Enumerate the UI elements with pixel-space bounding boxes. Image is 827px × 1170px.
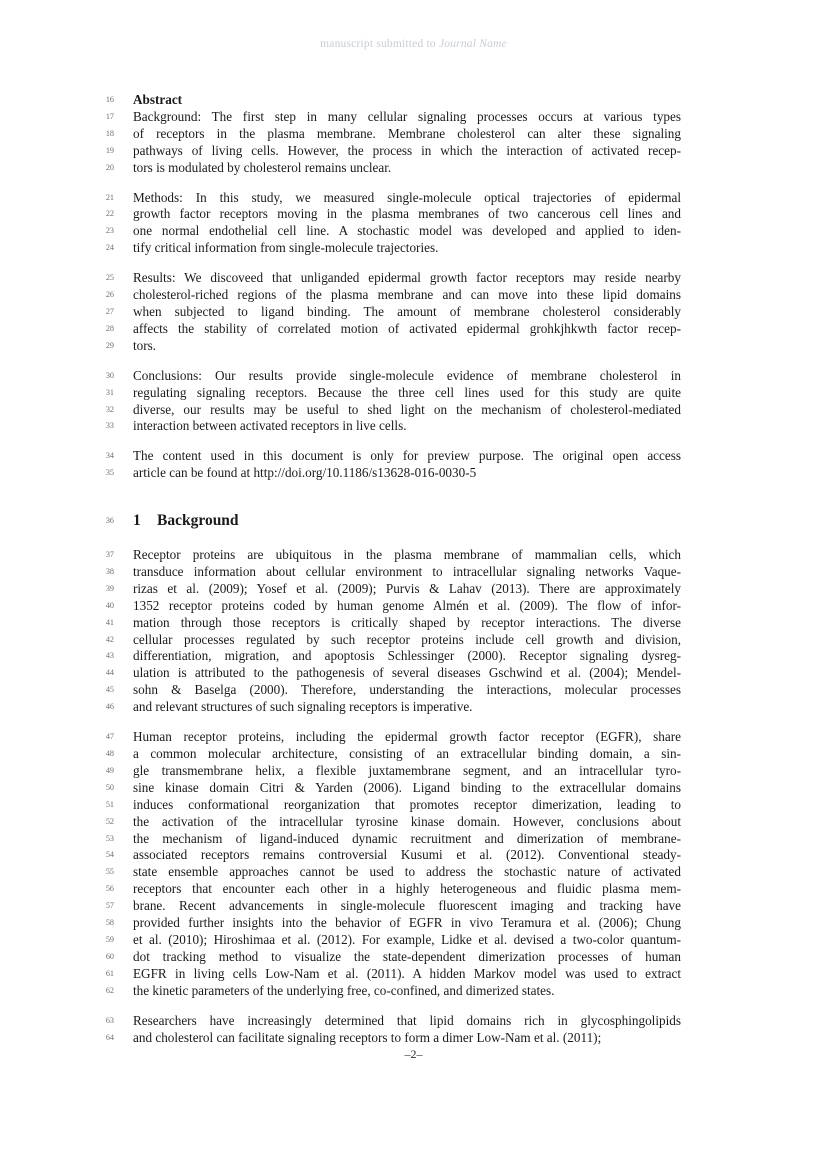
text-line: brane. Recent advancements in single-molecule fluorescent imaging and tracking have <box>133 898 681 914</box>
abstract-conclusions-block <box>133 368 681 436</box>
text-line: dot tracking method to visualize the state-dependent dimerization processes of human <box>133 948 681 964</box>
text-line: transduce information about cellular environment to intracellular signaling networks Vaque- <box>133 563 681 579</box>
line-number: 41 <box>105 617 114 627</box>
text-line: EGFR in living cells Low-Nam et al. (2011). A hidden Markov model was used to extract <box>133 965 681 981</box>
line-number: 60 <box>105 951 114 961</box>
text-line: of receptors in the plasma membrane. Membrane cholesterol can alter these signaling <box>133 125 681 141</box>
line-number: 40 <box>105 600 114 610</box>
line-number: 32 <box>105 404 114 414</box>
line-number: 59 <box>105 934 114 944</box>
abstract-results-block <box>133 270 681 355</box>
abstract-conclusions-paragraph <box>133 368 681 436</box>
text-line: 1352 receptor proteins coded by human genome Almén et al. (2009). The flow of infor- <box>133 597 681 613</box>
text-line: sine kinase domain Citri & Yarden (2006). Ligand binding to the extracellular domains <box>133 779 681 795</box>
line-number: 52 <box>105 816 114 826</box>
line-number: 43 <box>105 651 114 661</box>
text-line: cholesterol-riched regions of the plasma membrane and can move into these lipid domains <box>133 287 681 303</box>
line-number: 39 <box>105 583 114 593</box>
line-number: 49 <box>105 765 114 775</box>
text-line: Results: We discoveed that unliganded epidermal growth factor receptors may reside nearby <box>133 270 681 286</box>
line-number: 50 <box>105 782 114 792</box>
line-number: 47 <box>105 732 114 742</box>
line-number: 54 <box>105 850 114 860</box>
text-line: rizas et al. (2009); Yosef et al. (2009); Purvis & Lahav (2013). There are approximately <box>133 580 681 596</box>
page-content <box>133 92 681 1046</box>
line-number: 26 <box>105 290 114 300</box>
text-line: and relevant structures of such signaling receptors is imperative. <box>133 699 473 715</box>
line-number: 57 <box>105 901 114 911</box>
text-line: The content used in this document is only for preview purpose. The original open access <box>133 448 681 464</box>
abstract-heading: Abstract <box>133 92 183 107</box>
text-line: tify critical information from single-molecule trajectories. <box>133 240 439 256</box>
line-number: 25 <box>105 273 114 283</box>
section-number: 1 <box>133 512 141 530</box>
line-number: 16 <box>105 95 114 104</box>
text-line: Conclusions: Our results provide single-molecule evidence of membrane cholesterol in <box>133 367 681 383</box>
line-number: 37 <box>105 550 114 560</box>
line-number: 24 <box>105 243 114 253</box>
text-line: Background: The first step in many cellular signaling processes occurs at various types <box>133 108 681 124</box>
text-line: provided further insights into the behavior of EGFR in vivo Teramura et al. (2006); Chung <box>133 915 681 931</box>
text-line: sohn & Baselga (2000). Therefore, understanding the interactions, molecular processes <box>133 682 681 698</box>
line-number: 48 <box>105 749 114 758</box>
line-number: 45 <box>105 685 114 695</box>
line-number: 29 <box>105 340 114 350</box>
line-number: 19 <box>105 145 114 155</box>
line-number: 44 <box>105 668 114 678</box>
text-line: the kinetic parameters of the underlying free, co-confined, and dimerized states. <box>133 982 555 998</box>
text-line: mation through those receptors is critically shaped by receptor interactions. The diverse <box>133 614 681 630</box>
line-number: 64 <box>105 1032 114 1042</box>
line-number: 22 <box>105 209 114 219</box>
text-line: a common molecular architecture, consisting of an extracellular binding domain, a sin- <box>133 746 681 761</box>
section-title: Background <box>157 512 239 530</box>
text-line: state ensemble approaches cannot be used to address the stochastic nature of activated <box>133 864 681 880</box>
line-number: 27 <box>105 306 114 316</box>
text-line: the mechanism of ligand-induced dynamic recruitment and dimerization of membrane- <box>133 830 681 846</box>
text-line: cellular processes regulated by such receptor proteins include cell growth and division, <box>133 631 681 647</box>
text-line: pathways of living cells. However, the process in which the interaction of activated recep- <box>133 142 681 158</box>
line-number: 28 <box>105 323 114 333</box>
text-line: receptors that encounter each other in a highly heterogeneous and fluidic plasma mem- <box>133 881 681 897</box>
line-number: 42 <box>105 634 114 644</box>
line-number: 53 <box>105 833 114 843</box>
text-line: Receptor proteins are ubiquitous in the plasma membrane of mammalian cells, which <box>133 547 681 563</box>
line-number: 23 <box>105 226 114 236</box>
text-line: Methods: In this study, we measured single-molecule optical trajectories of epidermal <box>133 189 681 205</box>
text-line: ulation is attributed to the pathogenesis of several diseases Gschwind et al. (2004); Mendel- <box>133 665 681 681</box>
line-number: 21 <box>105 192 114 202</box>
preview-notice-paragraph <box>133 448 681 482</box>
running-header <box>0 38 827 50</box>
text-line: Human receptor proteins, including the epidermal growth factor receptor (EGFR), share <box>133 729 681 745</box>
text-line: growth factor receptors moving in the plasma membranes of two cancerous cell lines and <box>133 206 681 222</box>
text-line: article can be found at http://doi.org/10.1186/s13628-016-0030-5 <box>133 465 477 481</box>
text-line: regulating signaling receptors. Because the three cell lines used for this study are quite <box>133 384 681 400</box>
text-line: interaction between activated receptors in live cells. <box>133 418 407 434</box>
line-number: 20 <box>105 162 114 172</box>
text-line: differentiation, migration, and apoptosis Schlessinger (2000). Receptor signaling dysreg- <box>133 648 681 664</box>
line-number: 61 <box>105 968 114 978</box>
line-number: 34 <box>105 451 114 461</box>
preview-notice-block <box>133 448 681 482</box>
background-paragraph-3 <box>133 1013 681 1047</box>
line-number: 46 <box>105 702 114 712</box>
line-number: 56 <box>105 884 114 894</box>
text-line: gle transmembrane helix, a flexible juxtamembrane segment, and an intracellular tyro- <box>133 762 681 778</box>
page-footer: –2– <box>404 1047 423 1061</box>
line-number: 35 <box>105 468 114 478</box>
section-heading-block <box>133 513 681 530</box>
background-paragraph-2 <box>133 729 681 1000</box>
line-number: 62 <box>105 985 114 995</box>
line-number: 58 <box>105 918 114 928</box>
text-line: when subjected to ligand binding. The amount of membrane cholesterol considerably <box>133 303 681 319</box>
text-line: associated receptors remains controversial Kusumi et al. (2012). Conventional steady- <box>133 847 681 863</box>
line-number: 31 <box>105 387 114 397</box>
background-paragraph-1 <box>133 547 681 716</box>
text-line: and cholesterol can facilitate signaling receptors to form a dimer Low-Nam et al. (2011); <box>133 1029 602 1045</box>
running-header-prefix: manuscript submitted to <box>320 38 439 50</box>
line-number: 30 <box>105 370 114 380</box>
section-heading <box>133 513 681 530</box>
line-number: 36 <box>105 516 114 526</box>
text-line: affects the stability of correlated motion of activated epidermal grohkjhkwth factor recep- <box>133 320 681 336</box>
abstract-results-paragraph <box>133 270 681 355</box>
text-line: induces conformational reorganization that promotes receptor dimerization, leading to <box>133 796 681 812</box>
body-paragraph <box>133 729 681 1000</box>
abstract-methods-paragraph <box>133 190 681 258</box>
line-number: 33 <box>105 421 114 431</box>
text-line: tors. <box>133 337 157 353</box>
text-line: the activation of the intracellular tyrosine kinase domain. However, conclusions about <box>133 813 681 829</box>
text-line: one normal endothelial cell line. A stochastic model was developed and applied to iden- <box>133 223 681 239</box>
line-number: 51 <box>105 799 114 809</box>
text-line: Researchers have increasingly determined that lipid domains rich in glycosphingolipids <box>133 1012 681 1028</box>
text-line: diverse, our results may be useful to shed light on the mechanism of cholesterol-mediated <box>133 401 681 417</box>
line-number: 55 <box>105 867 114 877</box>
line-number: 17 <box>105 111 114 121</box>
text-line: tors is modulated by cholesterol remains unclear. <box>133 159 392 175</box>
abstract-methods-block <box>133 190 681 258</box>
body-paragraph <box>133 547 681 716</box>
line-number: 63 <box>105 1015 114 1025</box>
line-number: 18 <box>105 128 114 138</box>
text-line: et al. (2010); Hiroshimaa et al. (2012). For example, Lidke et al. devised a two-color quantum- <box>133 931 681 947</box>
running-header-journal-name: Journal Name <box>438 38 507 50</box>
abstract-block <box>133 92 681 177</box>
line-number: 38 <box>105 566 114 576</box>
abstract-background-paragraph <box>133 109 681 177</box>
body-paragraph <box>133 1013 681 1047</box>
